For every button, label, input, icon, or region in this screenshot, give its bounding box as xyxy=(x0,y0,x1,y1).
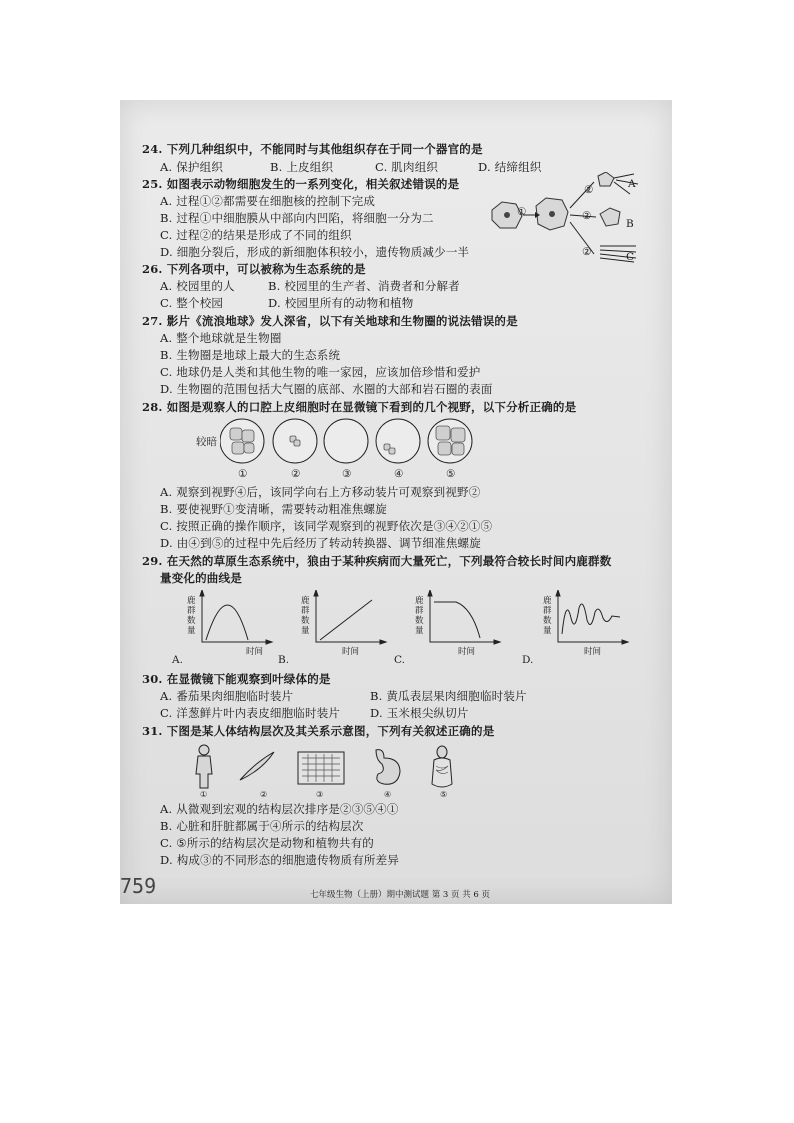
level-label-4: ④ xyxy=(384,790,392,799)
q29-stem-line1: 29. 在天然的草原生态系统中，狼由于某种疾病而大量死亡，下列最符合较长时间内鹿群数 xyxy=(142,554,612,568)
graph-c-x-axis: 时间 xyxy=(458,647,476,657)
graph-b-y-axis: 鹿群数量 xyxy=(301,596,310,636)
cell-label-2b: ② xyxy=(582,210,592,222)
graph-d-y-axis: 鹿群数量 xyxy=(543,596,552,636)
q26-stem: 26. 下列各项中，可以被称为生态系统的是 xyxy=(142,262,366,276)
q27-option-d: D. 生物圈的范围包括大气圈的底部、水圈的大部和岩石圈的表面 xyxy=(160,382,493,396)
q31-option-a: A. 从微观到宏观的结构层次排序是②③⑤④① xyxy=(160,802,399,816)
q24-option-d: D. 结缔组织 xyxy=(478,160,542,174)
graph-option-c: C. xyxy=(394,654,405,666)
cell-label-c: C xyxy=(626,251,635,263)
q24-option-b: B. 上皮组织 xyxy=(270,160,334,174)
q25-stem: 25. 如图表示动物细胞发生的一系列变化，相关叙述错误的是 xyxy=(142,177,460,191)
graph-option-d: D. xyxy=(522,654,534,666)
q28-stem: 28. 如图是观察人的口腔上皮细胞时在显微镜下看到的几个视野，以下分析正确的是 xyxy=(142,400,577,414)
graph-option-b: B. xyxy=(278,654,290,666)
cell-label-2c: ② xyxy=(582,246,592,258)
q25-option-a: A. 过程①②都需要在细胞核的控制下完成 xyxy=(160,194,376,208)
microscope-views xyxy=(220,416,480,468)
q25-option-c: C. 过程②的结果是形成了不同的组织 xyxy=(160,228,352,242)
cell-label-b: B xyxy=(626,218,634,230)
q24-option-c: C. 肌肉组织 xyxy=(375,160,439,174)
q30-option-a: A. 番茄果肉细胞临时装片 xyxy=(160,689,294,703)
view-label-2: ② xyxy=(291,468,301,480)
q27-stem: 27. 影片《流浪地球》发人深省，以下有关地球和生物圈的说法错误的是 xyxy=(142,314,518,328)
q28-option-a: A. 观察到视野④后，该同学向右上方移动装片可观察到视野② xyxy=(160,485,481,499)
graph-option-a: A. xyxy=(172,654,183,666)
q29-stem-line2: 量变化的曲线是 xyxy=(160,571,242,585)
graph-b-x-axis: 时间 xyxy=(342,647,360,657)
q31-option-b: B. 心脏和肝脏都属于④所示的结构层次 xyxy=(160,819,364,833)
view-label-1: ① xyxy=(238,468,248,480)
q26-option-d: D. 校园里所有的动物和植物 xyxy=(268,296,414,310)
level-label-5: ⑤ xyxy=(440,790,448,799)
view-label-4: ④ xyxy=(394,468,404,480)
q31-option-d: D. 构成③的不同形态的细胞遗传物质有所差异 xyxy=(160,853,400,867)
level-label-3: ③ xyxy=(316,790,324,799)
q24-stem: 24. 下列几种组织中，不能同时与其他组织存在于同一个器官的是 xyxy=(142,142,483,156)
cell-label-1: ① xyxy=(517,206,527,218)
graph-c-y-axis: 鹿群数量 xyxy=(415,596,424,636)
q28-option-c: C. 按照正确的操作顺序，该同学观察到的视野依次是③④②①⑤ xyxy=(160,519,493,533)
q24-option-a: A. 保护组织 xyxy=(160,160,224,174)
graph-a-x-axis: 时间 xyxy=(246,647,264,657)
q26-option-b: B. 校园里的生产者、消费者和分解者 xyxy=(268,279,460,293)
q31-option-c: C. ⑤所示的结构层次是动物和植物共有的 xyxy=(160,836,375,850)
q27-option-a: A. 整个地球就是生物圈 xyxy=(160,331,282,345)
level-label-2: ② xyxy=(260,790,268,799)
graph-d-x-axis: 时间 xyxy=(584,647,602,657)
page-mark: 759 xyxy=(120,874,157,898)
q31-stem: 31. 下图是某人体结构层次及其关系示意图，下列有关叙述正确的是 xyxy=(142,724,495,738)
q27-option-b: B. 生物圈是地球上最大的生态系统 xyxy=(160,348,341,362)
body-structure-levels xyxy=(190,744,510,796)
q28-option-d: D. 由④到⑤的过程中先后经历了转动转换器、调节细准焦螺旋 xyxy=(160,536,481,550)
graph-a-y-axis: 鹿群数量 xyxy=(187,596,196,636)
q25-option-b: B. 过程①中细胞膜从中部向内凹陷，将细胞一分为二 xyxy=(160,211,434,225)
q30-option-d: D. 玉米根尖纵切片 xyxy=(370,706,469,720)
page-footer: 七年级生物（上册）期中测试题 第 3 页 共 6 页 xyxy=(310,890,491,900)
q26-option-c: C. 整个校园 xyxy=(160,296,224,310)
q30-option-c: C. 洋葱鲜片叶内表皮细胞临时装片 xyxy=(160,706,341,720)
cell-label-2a: ② xyxy=(584,184,594,196)
q27-option-c: C. 地球仍是人类和其他生物的唯一家园，应该加倍珍惜和爱护 xyxy=(160,365,481,379)
q28-option-b: B. 要使视野①变清晰，需要转动粗准焦螺旋 xyxy=(160,502,387,516)
level-label-1: ① xyxy=(200,790,208,799)
cell-change-diagram xyxy=(488,172,648,272)
dim-label: 较暗 xyxy=(196,436,217,448)
q30-stem: 30. 在显微镜下能观察到叶绿体的是 xyxy=(142,672,331,686)
q26-option-a: A. 校园里的人 xyxy=(160,279,235,293)
exam-page xyxy=(120,100,672,904)
cell-label-a: A xyxy=(628,178,636,190)
view-label-5: ⑤ xyxy=(446,468,456,480)
q25-option-d: D. 细胞分裂后，形成的新细胞体积较小，遗传物质减少一半 xyxy=(160,245,470,259)
q30-option-b: B. 黄瓜表层果肉细胞临时装片 xyxy=(370,689,527,703)
view-label-3: ③ xyxy=(342,468,352,480)
